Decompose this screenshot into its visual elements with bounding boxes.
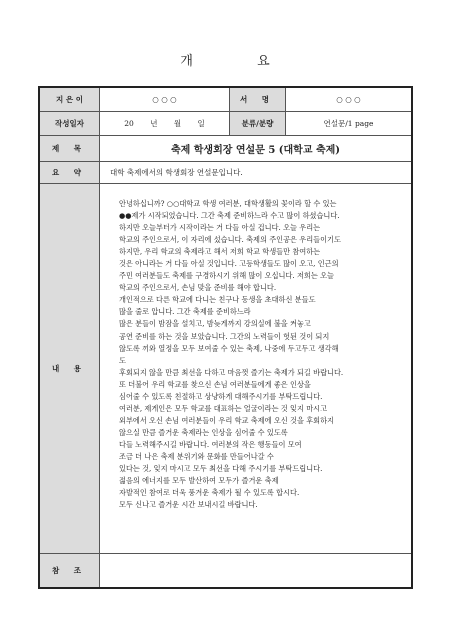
author-value: ○ ○ ○	[100, 88, 230, 111]
content-line: 개인적으로 다른 학교에 다니는 친구나 동생을 초대하신 분들도	[119, 295, 316, 305]
content-body	[119, 198, 395, 511]
content-line: 학교의 주인으로서, 손님 맞을 준비를 해야 합니다.	[119, 283, 277, 293]
content-line: 안녕하십니까? ○○대학교 학생 여러분, 대학생활의 꽃이라 할 수 있는	[119, 199, 337, 208]
summary-label: 요 약	[40, 162, 100, 183]
date-label: 작성일자	[40, 112, 100, 135]
content-line: 것은 아니라는 거 다들 아실 것입니다. 고등학생들도 많이 오고, 인근의	[119, 259, 339, 269]
content-line: 후회되지 않을 만큼 최선을 다하고 마음껏 즐기는 축제가 되길 바랍니다.	[119, 367, 344, 377]
content-line: 있다는 것, 잊지 마시고 모두 최선을 다해 주시기를 부탁드립니다.	[119, 464, 323, 474]
content-line: 도	[119, 355, 126, 365]
content-line: 조금 더 나은 축제 분위기와 문화를 만들어나갈 수	[119, 451, 274, 461]
name-label: 서 명	[230, 88, 286, 111]
reference-value	[100, 554, 411, 587]
content-line: 여러분, 제게인은 모두 학교를 대표하는 얼굴이라는 것 잊지 마시고	[119, 403, 328, 413]
subject-row	[40, 136, 411, 162]
reference-row	[40, 554, 411, 587]
page-title: 개 요	[180, 54, 300, 69]
subject-label: 제 목	[40, 136, 100, 161]
content-line: ●●제가 시작되었습니다. 그간 축제 준비하느라 수고 많이 하셨습니다.	[119, 211, 340, 221]
summary-value: 대학 축제에서의 학생회장 연설문입니다.	[110, 168, 243, 177]
content-line: 공연 준비를 하는 것을 보았습니다. 그간의 노력들이 헛된 것이 되지	[119, 331, 330, 341]
category-label: 분류/분량	[230, 112, 286, 135]
name-value: ○ ○ ○	[336, 95, 361, 104]
content-line: 모두 신나고 즐거운 시간 보내시길 바랍니다.	[119, 500, 258, 510]
content-line: 않도록 끼와 열정을 모두 보여줄 수 있는 축제, 나중에 두고두고 생각해	[119, 343, 339, 353]
content-line: 주민 여러분들도 축제를 구경하시기 위해 많이 오십니다. 저희는 오늘	[119, 271, 334, 281]
summary-form	[38, 86, 413, 589]
content-row	[40, 184, 411, 554]
content-line: 하지만 오늘부터가 시작이라는 거 다들 아실 겁니다. 오늘 우리는	[119, 223, 321, 233]
content-line: 하지만, 우리 학교의 축제라고 해서 저희 학교 학생들만 참여하는	[119, 247, 321, 257]
content-line: 또 더불어 우리 학교를 찾으신 손님 여러분들에게 좋은 인상을	[119, 379, 311, 389]
content-line: 다들 노력해주시길 바랍니다. 여러분의 작은 행동들이 모여	[119, 439, 302, 449]
content-line: 외부에서 오신 손님 여러분들이 우리 학교 축제에 오신 것을 후회하지	[119, 415, 334, 425]
category-value: 연설문/1 page	[323, 119, 374, 128]
content-line: 심어줄 수 있도록 친절하고 상냥하게 대해주시기를 부탁드립니다.	[119, 391, 323, 401]
date-value: 20 년 월 일	[100, 112, 230, 135]
author-label: 지 은 이	[40, 88, 100, 111]
author-row	[40, 88, 411, 112]
content-label: 내 용	[40, 184, 100, 553]
content-area	[100, 184, 411, 553]
content-line: 않으실 만큼 즐거운 축제라는 인상을 심어줄 수 있도록	[119, 427, 288, 437]
content-line: 많을 줄로 압니다. 그간 축제를 준비하느라	[119, 307, 251, 317]
content-line: 젊음의 에너지를 모두 발산하여 모두가 즐거운 축제	[119, 476, 279, 486]
content-line: 자발적인 참여로 더욱 풍겨운 축제가 될 수 있도록 합시다.	[119, 488, 300, 498]
reference-label: 참 조	[40, 554, 100, 587]
summary-row	[40, 162, 411, 184]
subject-value: 축제 학생회장 연설문 5 (대학교 축제)	[170, 145, 341, 156]
date-row	[40, 112, 411, 136]
content-line: 많은 분들이 밤잠을 설치고, 밤늦게까지 강의실에 불을 켜놓고	[119, 319, 311, 329]
content-line: 학교의 주인으로서, 이 자리에 섰습니다. 축제의 주인공은 우리들이기도	[119, 235, 341, 245]
